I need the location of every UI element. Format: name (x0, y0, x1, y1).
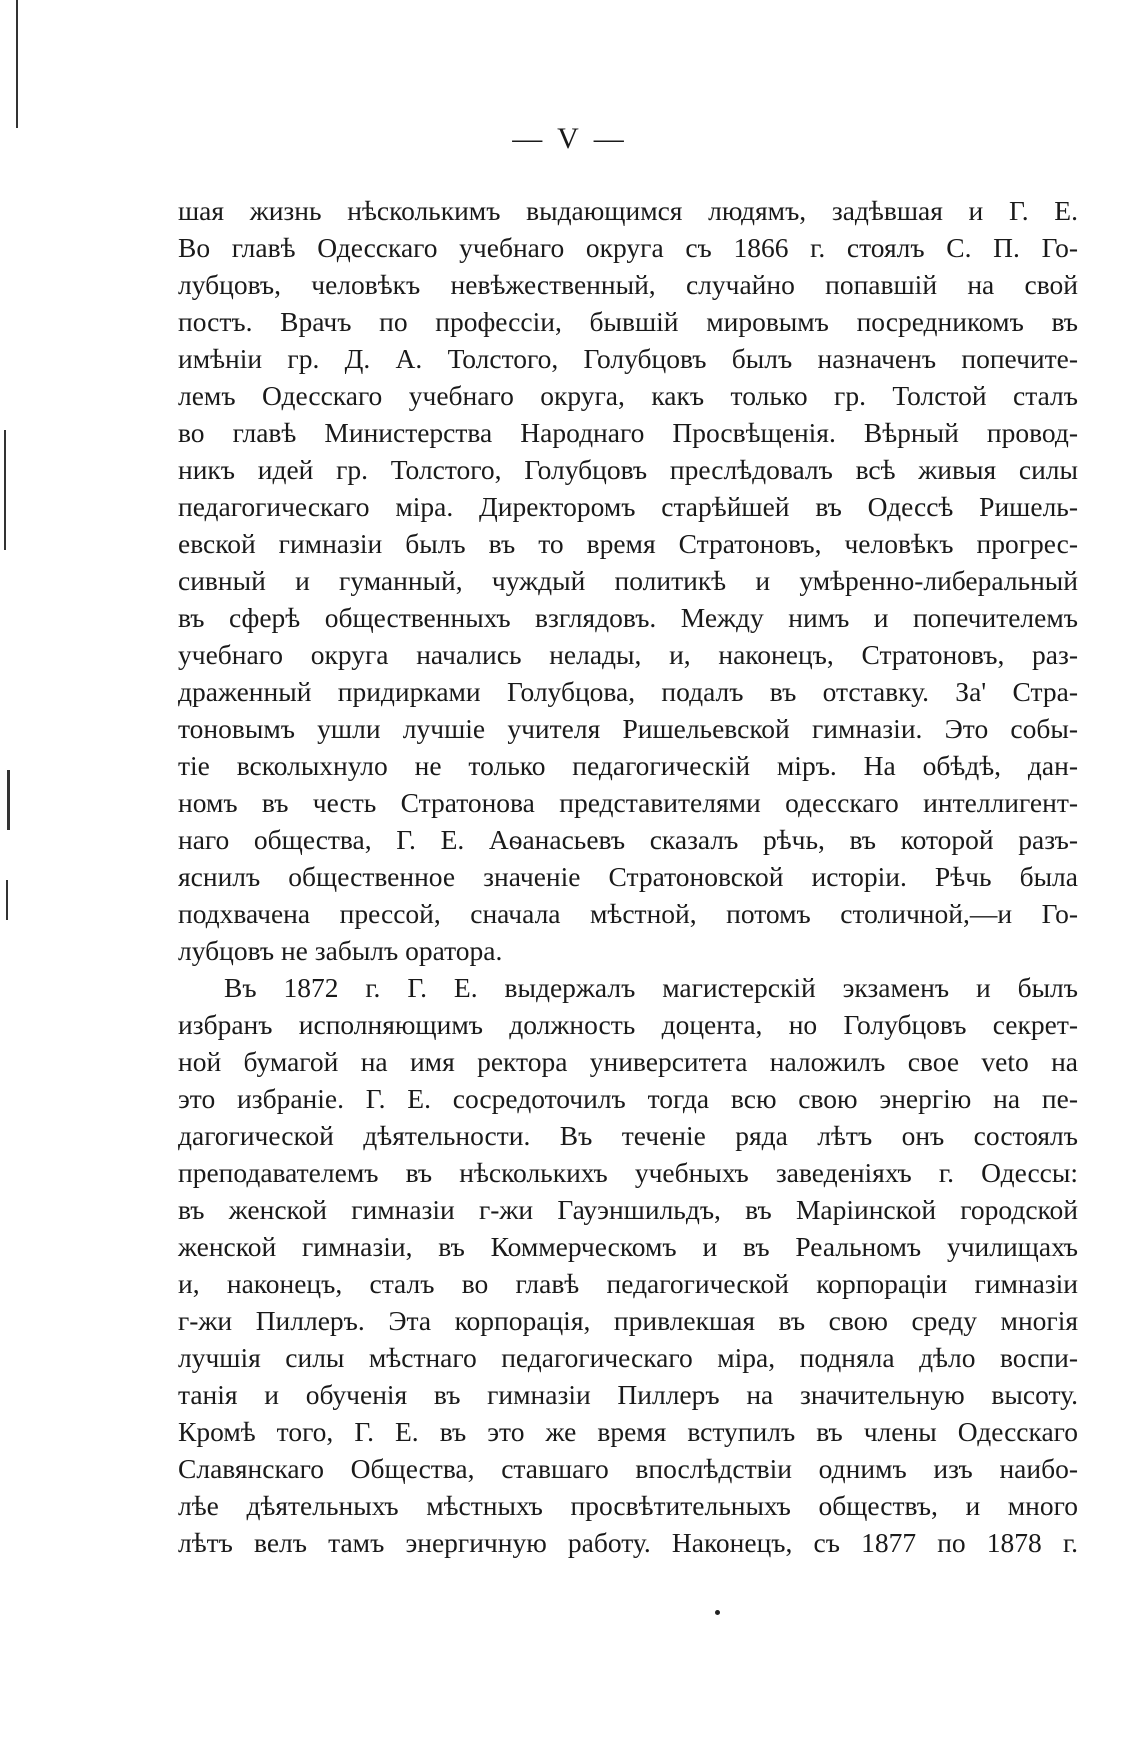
text-line: танія и обученія въ гимназіи Пиллеръ на значительную высоту. (178, 1379, 1078, 1410)
text-line: Въ 1872 г. Г. Е. выдержалъ магистерскій экзаменъ и былъ (224, 972, 1078, 1003)
text-line: въ сферѣ общественныхъ взглядовъ. Между нимъ и попечителемъ (178, 602, 1078, 633)
text-line: драженный придирками Голубцова, подалъ въ отставку. За' Стра- (178, 676, 1078, 707)
text-line: лучшія силы мѣстнаго педагогическаго міра, подняла дѣло воспи- (178, 1342, 1078, 1373)
text-line: женской гимназіи, въ Коммерческомъ и въ Реальномъ училищахъ (178, 1231, 1078, 1262)
body-text (178, 192, 1078, 1561)
text-line: имѣніи гр. Д. А. Толстого, Голубцовъ былъ назначенъ попечите- (178, 343, 1078, 374)
text-line: подхвачена прессой, сначала мѣстной, потомъ столичной,—и Го- (178, 898, 1078, 929)
text-line: въ женской гимназіи г-жи Гауэншильдъ, въ Маріинской городской (178, 1194, 1078, 1225)
text-line: постъ. Врачъ по профессіи, бывшій мировымъ посредникомъ въ (178, 306, 1078, 337)
text-line: лубцовъ, человѣкъ невѣжественный, случайно попавшій на свой (178, 269, 1078, 300)
text-line: номъ въ честь Стратонова представителями одесскаго интеллигент- (178, 787, 1078, 818)
text-line: и, наконецъ, сталъ во главѣ педагогической корпораціи гимназіи (178, 1268, 1078, 1299)
text-line: евской гимназіи былъ въ то время Стратоновъ, человѣкъ прогрес- (178, 528, 1078, 559)
scan-edge-mark-middle (4, 430, 6, 550)
text-line: сивный и гуманный, чуждый политикѣ и умѣренно-либеральный (178, 565, 1078, 596)
scan-edge-mark-bottom (6, 880, 8, 920)
text-line: учебнаго округа начались нелады, и, наконецъ, Стратоновъ, раз- (178, 639, 1078, 670)
text-line: Славянскаго Общества, ставшаго впослѣдствіи однимъ изъ наибо- (178, 1453, 1078, 1484)
text-line: дагогической дѣятельности. Въ теченіе ряда лѣтъ онъ состоялъ (178, 1120, 1078, 1151)
text-line: лемъ Одесскаго учебнаго округа, какъ только гр. Толстой сталъ (178, 380, 1078, 411)
text-line: лѣе дѣятельныхъ мѣстныхъ просвѣтительныхъ обществъ, и много (178, 1490, 1078, 1521)
paragraph-2 (178, 969, 1078, 1561)
text-line: никъ идей гр. Толстого, Голубцовъ преслѣдовалъ всѣ живыя силы (178, 454, 1078, 485)
text-line: во главѣ Министерства Народнаго Просвѣщенія. Вѣрный провод- (178, 417, 1078, 448)
text-line: педагогическаго міра. Директоромъ старѣйшей въ Одессѣ Ришель- (178, 491, 1078, 522)
text-line: Кромѣ того, Г. Е. въ это же время вступилъ въ члены Одесскаго (178, 1416, 1078, 1447)
text-line: г-жи Пиллеръ. Эта корпорація, привлекшая въ свою среду многія (178, 1305, 1078, 1336)
text-line: тіе всколыхнуло не только педагогическій міръ. На обѣдѣ, дан- (178, 750, 1078, 781)
text-line: избранъ исполняющимъ должность доцента, но Голубцовъ секрет- (178, 1009, 1078, 1040)
page-number: — V — (512, 122, 628, 155)
text-line: преподавателемъ въ нѣсколькихъ учебныхъ заведеніяхъ г. Одессы: (178, 1157, 1078, 1188)
stray-dot (715, 1610, 720, 1615)
paragraph-1 (178, 192, 1078, 969)
text-line: ной бумагой на имя ректора университета наложилъ свое veto на (178, 1046, 1078, 1077)
text-line: яснилъ общественное значеніе Стратоновской исторіи. Рѣчь была (178, 861, 1078, 892)
text-line: наго общества, Г. Е. Аѳанасьевъ сказалъ рѣчь, въ которой разъ- (178, 824, 1078, 855)
scan-edge-mark-top (16, 0, 18, 128)
text-line: тоновымъ ушли лучшіе учителя Ришельевской гимназіи. Это собы- (178, 713, 1078, 744)
text-line: лѣтъ велъ тамъ энергичную работу. Наконецъ, съ 1877 по 1878 г. (178, 1527, 1078, 1558)
text-line: это избраніе. Г. Е. сосредоточилъ тогда всю свою энергію на пе- (178, 1083, 1078, 1114)
text-line: лубцовъ не забылъ оратора. (178, 935, 503, 966)
text-line: шая жизнь нѣсколькимъ выдающимся людямъ, задѣвшая и Г. Е. (178, 195, 1078, 226)
scan-edge-mark-lower (7, 770, 10, 830)
text-line: Во главѣ Одесскаго учебнаго округа съ 1866 г. стоялъ С. П. Го- (178, 232, 1078, 263)
